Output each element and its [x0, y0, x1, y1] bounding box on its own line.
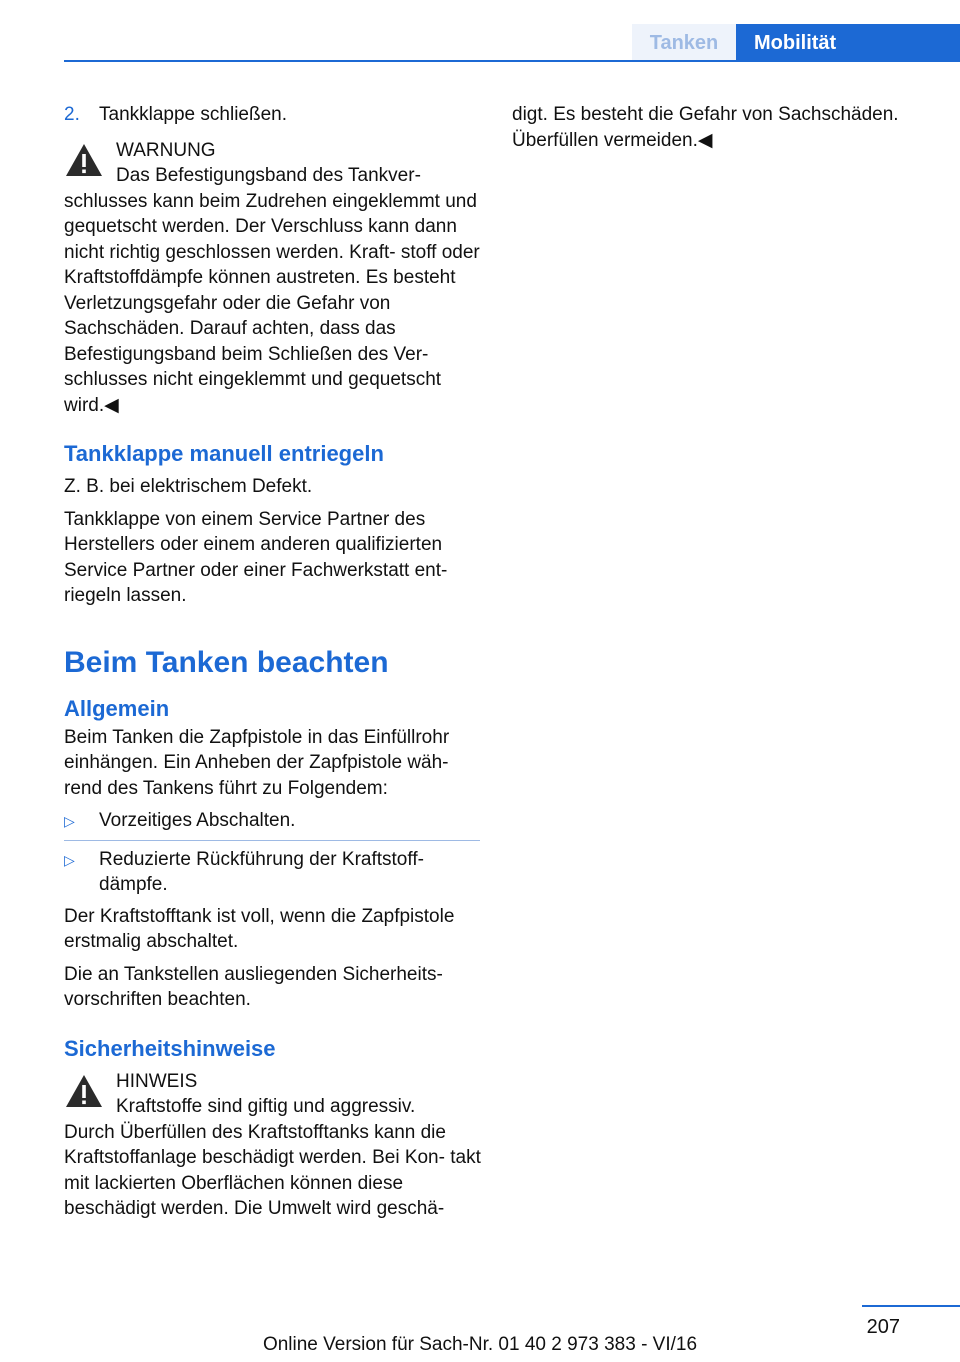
- triangle-bullet-icon: ▷: [64, 813, 75, 829]
- list-item-text: Reduzierte Rückführung der Kraftstoff‐ dämpfe.: [99, 848, 424, 895]
- tab-tanken[interactable]: Tanken: [632, 24, 736, 60]
- heading-manual-release: Tankklappe manuell entriegeln: [64, 441, 384, 466]
- paragraph-tank-full: Der Kraftstofftank ist voll, wenn die Zapfpistole erstmalig abschaltet.: [64, 905, 455, 952]
- online-version-note: Online Version für Sach-Nr. 01 40 2 973 383 - VI/16: [262, 1334, 698, 1355]
- step-item: [64, 102, 484, 128]
- list-item-text: Vorzeitiges Abschalten.: [99, 810, 296, 831]
- notice-label: HINWEIS: [116, 1070, 198, 1092]
- warning-triangle-icon: [64, 1073, 104, 1109]
- notice-first-line: Kraftstoffe sind giftig und aggressiv.: [116, 1096, 416, 1117]
- list-item: [64, 808, 484, 834]
- paragraph-defect: Z. B. bei elektrischem Defekt.: [64, 476, 313, 497]
- paragraph-safety-rules: Die an Tankstellen ausliegenden Sicherheits‐ vorschriften beachten.: [64, 963, 443, 1010]
- list-item: [64, 847, 484, 898]
- triangle-bullet-icon: ▷: [64, 851, 75, 868]
- warning-triangle-icon: [64, 142, 104, 178]
- paragraph-service-partner: Tankklappe von einem Service Partner des Herstellers oder einem anderen qualifizierten Service Partner oder einer Fachwerkstatt ent‐ riegeln lassen.: [64, 508, 448, 606]
- list-divider: [64, 840, 480, 841]
- step-text: Tankklappe schließen.: [99, 104, 287, 125]
- page-number: 207: [866, 1316, 900, 1338]
- warning-body: schlusses kann beim Zudrehen eingeklemmt und gequetscht werden. Der Verschluss kann dann nicht richtig geschlossen werden. Kraft‐ stoff oder Kraftstoffdämpfe können austreten. Es besteht Verletzungsgefahr oder die Gefahr von Sachschäden. Darauf achten, dass das Befestigungsband beim Schließen des Ver‐ schlusses nicht eingeklemmt und gequetscht wird.◀: [64, 190, 480, 416]
- notice-continuation: digt. Es besteht die Gefahr von Sachschäden. Überfüllen vermeiden.◀: [512, 104, 899, 151]
- footer-rule: [862, 1305, 960, 1307]
- left-column: [64, 102, 484, 1232]
- heading-safety: Sicherheitshinweise: [64, 1035, 276, 1061]
- paragraph-general: Beim Tanken die Zapfpistole in das Einfüllrohr einhängen. Ein Anheben der Zapfpistole wäh‐ rend des Tankens führt zu Folgendem:: [64, 726, 450, 799]
- warning-label: WARNUNG: [116, 139, 216, 161]
- step-number: 2.: [64, 104, 80, 125]
- section-heading: Beim Tanken beachten: [64, 645, 389, 679]
- header-rule: [64, 60, 960, 62]
- tab-mobilitaet[interactable]: Mobilität: [736, 24, 960, 62]
- notice-body: Durch Überfüllen des Kraftstofftanks kann die Kraftstoffanlage beschädigt werden. Bei Kon‐ takt mit lackierten Oberflächen können diese beschädigt werden. Die Umwelt wird geschä‐: [64, 1121, 481, 1219]
- heading-general: Allgemein: [64, 695, 170, 721]
- warning-first-line: Das Befestigungsband des Tankver‐: [116, 165, 421, 186]
- right-column: [512, 102, 922, 160]
- notice-box: [64, 1069, 484, 1222]
- warning-box: [64, 138, 484, 419]
